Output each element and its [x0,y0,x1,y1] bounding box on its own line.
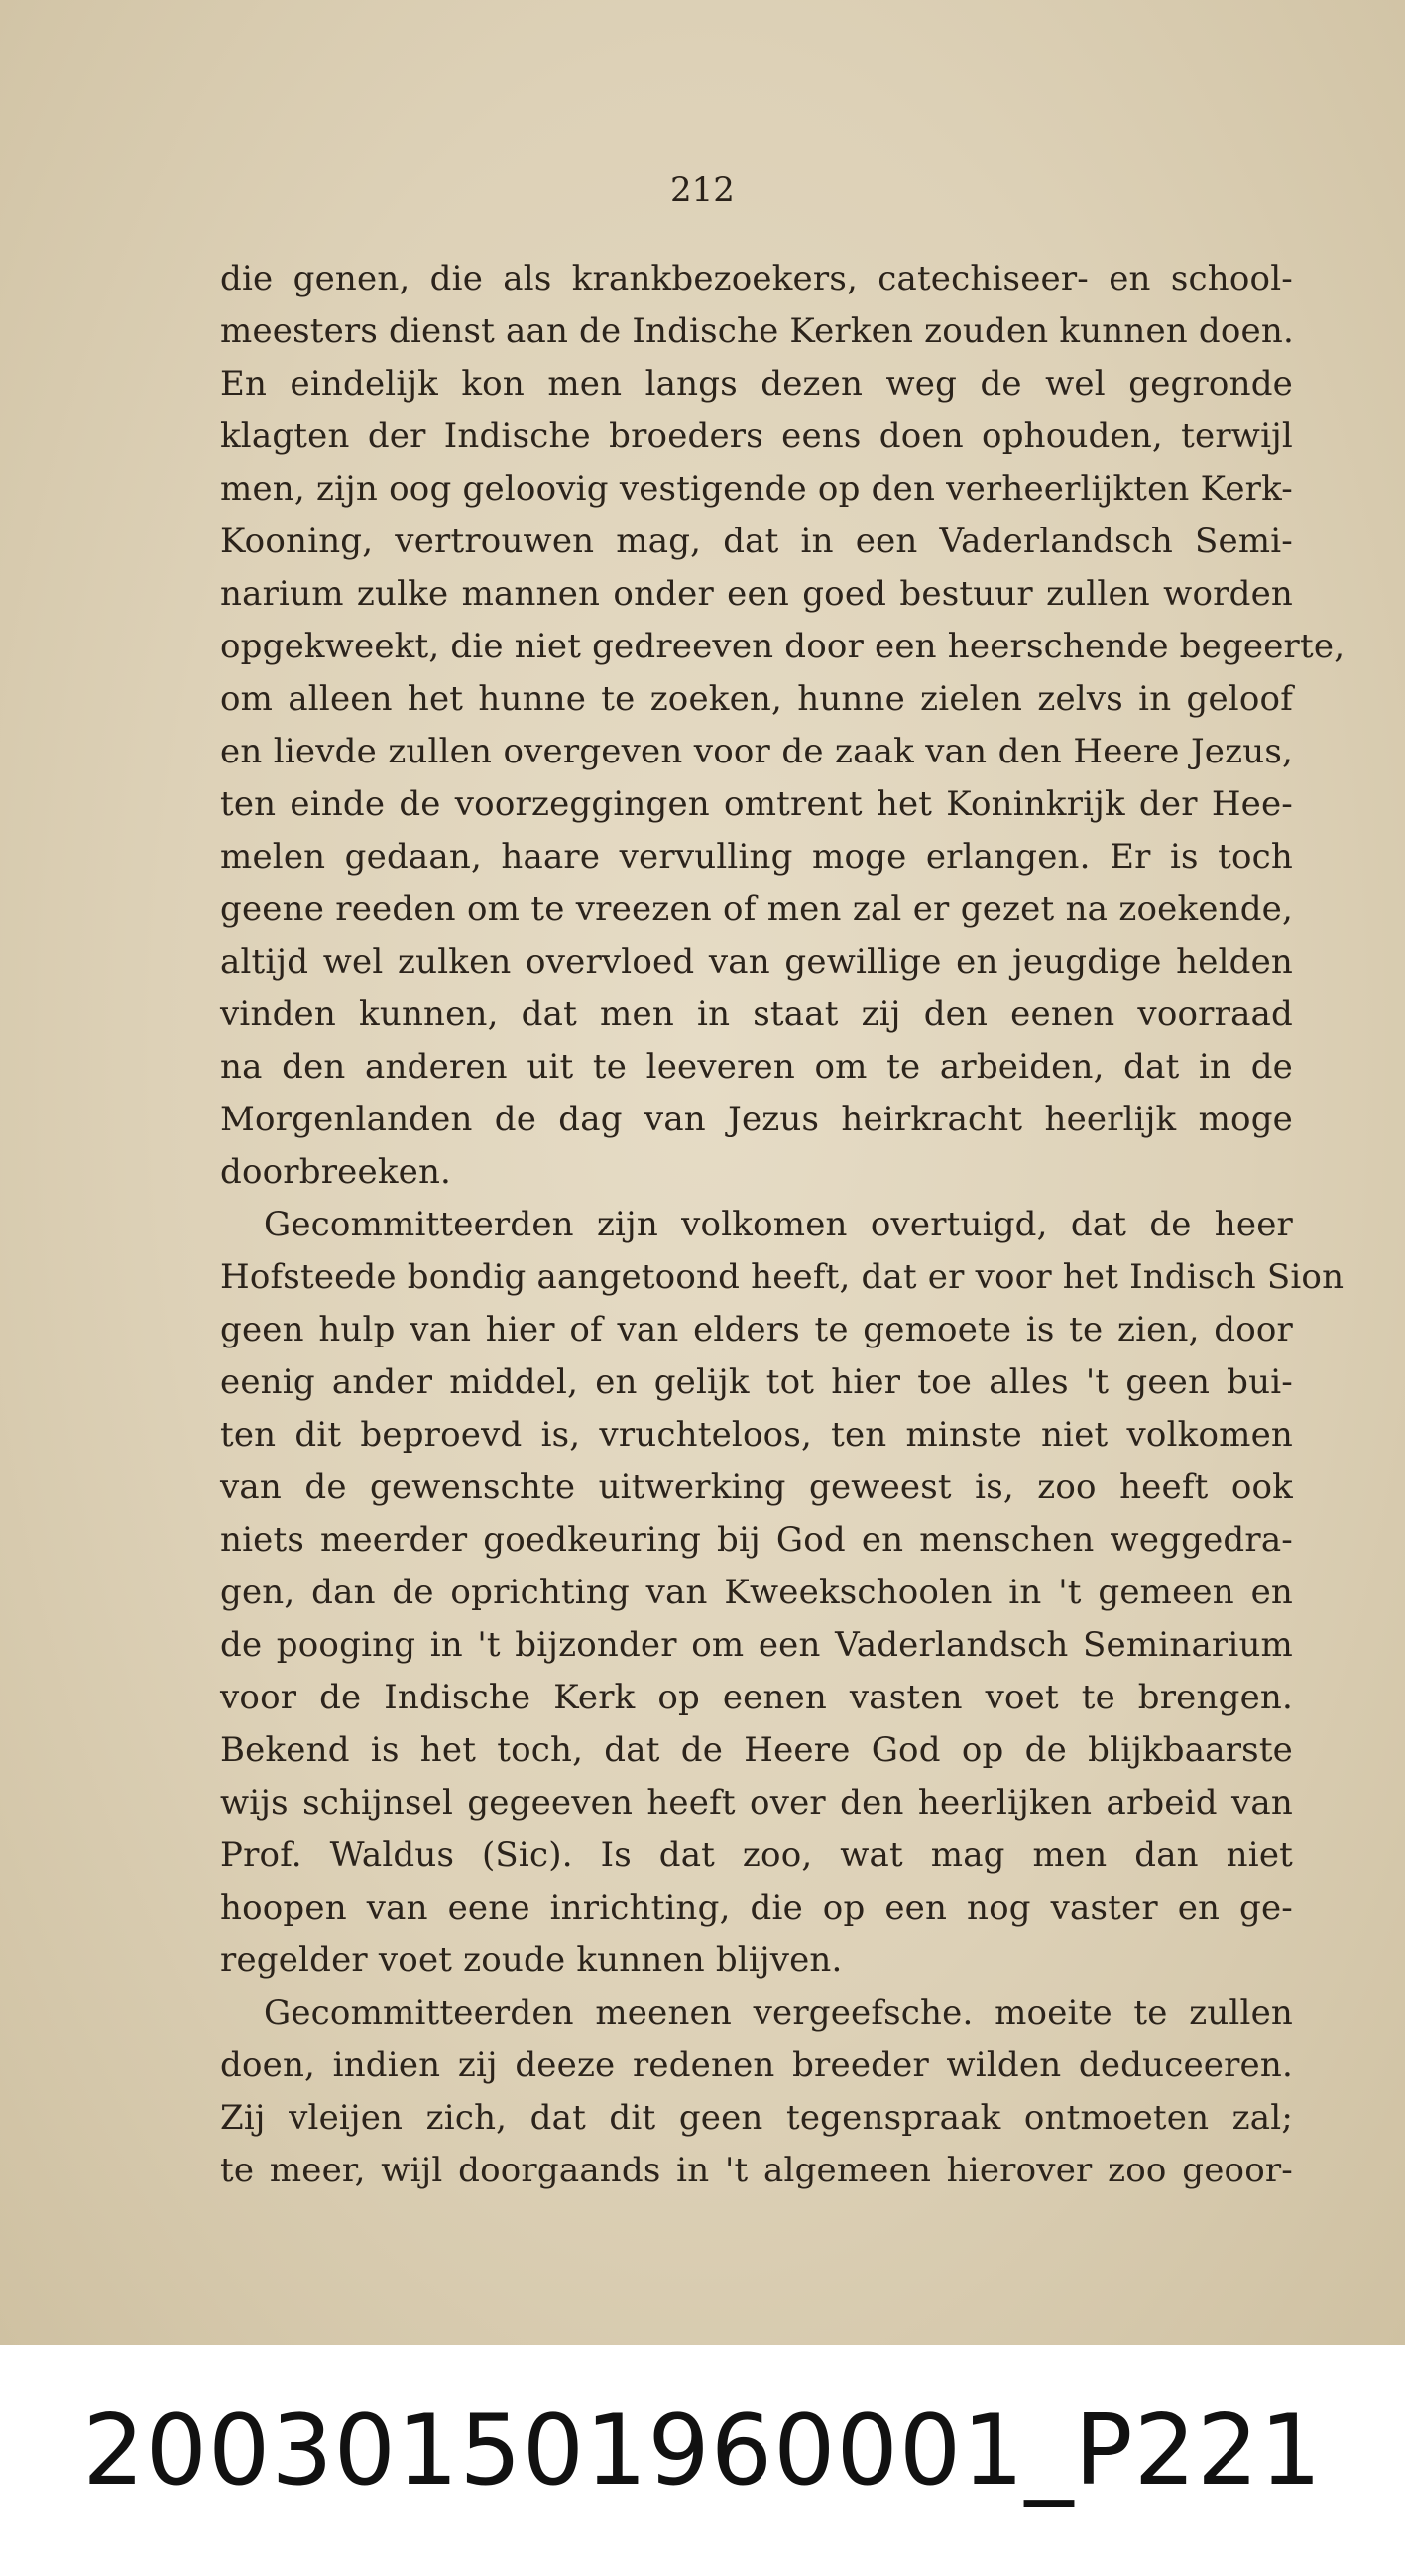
text-line: Gecommitteerden meenen vergeefsche. moeite te zullen [264,1993,1293,2033]
text-line: die genen, die als krankbezoekers, catechiseer- en school- [220,259,1293,298]
text-line: ten dit beproevd is, vruchteloos, ten minste niet volkomen [220,1415,1293,1455]
text-line: Kooning, vertrouwen mag, dat in een Vaderlandsch Semi- [220,522,1293,561]
page-number: 212 [670,171,735,210]
text-line: gen, dan de oprichting van Kweekschoolen in 't gemeen en [220,1573,1293,1612]
text-line: van de gewenschte uitwerking geweest is, zoo heeft ook [220,1467,1293,1507]
text-line: klagten der Indische broeders eens doen ophouden, terwijl [220,416,1293,456]
text-line: Hofsteede bondig aangetoond heeft, dat er voor het Indisch Sion [220,1257,1345,1297]
text-line: Zij vleijen zich, dat dit geen tegenspraak ontmoeten zal; [220,2098,1293,2138]
text-line: niets meerder goedkeuring bij God en menschen weggedra- [220,1520,1293,1560]
text-line: Prof. Waldus (Sic). Is dat zoo, wat mag men dan niet [220,1835,1293,1875]
text-line: ten einde de voorzeggingen omtrent het Koninkrijk der Hee- [220,784,1293,824]
text-line: voor de Indische Kerk op eenen vasten voet te brengen. [220,1678,1293,1717]
text-line: om alleen het hunne te zoeken, hunne zielen zelvs in geloof [220,679,1293,719]
text-line: opgekweekt, die niet gedreeven door een heerschende begeerte, [220,627,1346,666]
text-line: na den anderen uit te leeveren om te arbeiden, dat in de [220,1047,1293,1087]
text-line: te meer, wijl doorgaands in 't algemeen hierover zoo geoor- [220,2151,1293,2190]
text-line: vinden kunnen, dat men in staat zij den eenen voorraad [220,995,1293,1034]
text-line: hoopen van eene inrichting, die op een nog vaster en ge- [220,1888,1293,1928]
text-line: altijd wel zulken overvloed van gewillige en jeugdige helden [220,942,1293,982]
text-line: narium zulke mannen onder een goed bestuur zullen worden [220,574,1293,614]
text-line: en lievde zullen overgeven voor de zaak van den Heere Jezus, [220,732,1293,771]
text-line: Bekend is het toch, dat de Heere God op de blijkbaarste [220,1730,1293,1770]
text-line: melen gedaan, haare vervulling moge erlangen. Er is toch [220,837,1293,877]
text-line: geen hulp van hier of van elders te gemoete is te zien, door [220,1310,1293,1349]
text-line: Gecommitteerden zijn volkomen overtuigd, dat de heer [264,1205,1293,1244]
text-line: meesters dienst aan de Indische Kerken zouden kunnen doen. [220,311,1294,351]
text-line: doen, indien zij deeze redenen breeder wilden deduceeren. [220,2046,1293,2085]
text-line: de pooging in 't bijzonder om een Vaderlandsch Seminarium [220,1625,1293,1665]
text-line: doorbreeken. [220,1152,452,1192]
image-identifier-caption: 20030150196000‌1_P221 [82,2395,1323,2508]
text-line: eenig ander middel, en gelijk tot hier toe alles 't geen bui- [220,1362,1293,1402]
text-line: regelder voet zoude kunnen blijven. [220,1940,843,1980]
body-text [220,253,1346,2197]
text-line: Morgenlanden de dag van Jezus heirkracht heerlijk moge [220,1100,1293,1139]
text-line: men, zijn oog geloovig vestigende op den verheerlijkten Kerk- [220,469,1293,509]
text-line: geene reeden om te vreezen of men zal er gezet na zoekende, [220,889,1293,929]
text-line: En eindelijk kon men langs dezen weg de wel gegronde [220,364,1293,404]
text-line: wijs schijnsel gegeeven heeft over den heerlijken arbeid van [220,1783,1293,1822]
